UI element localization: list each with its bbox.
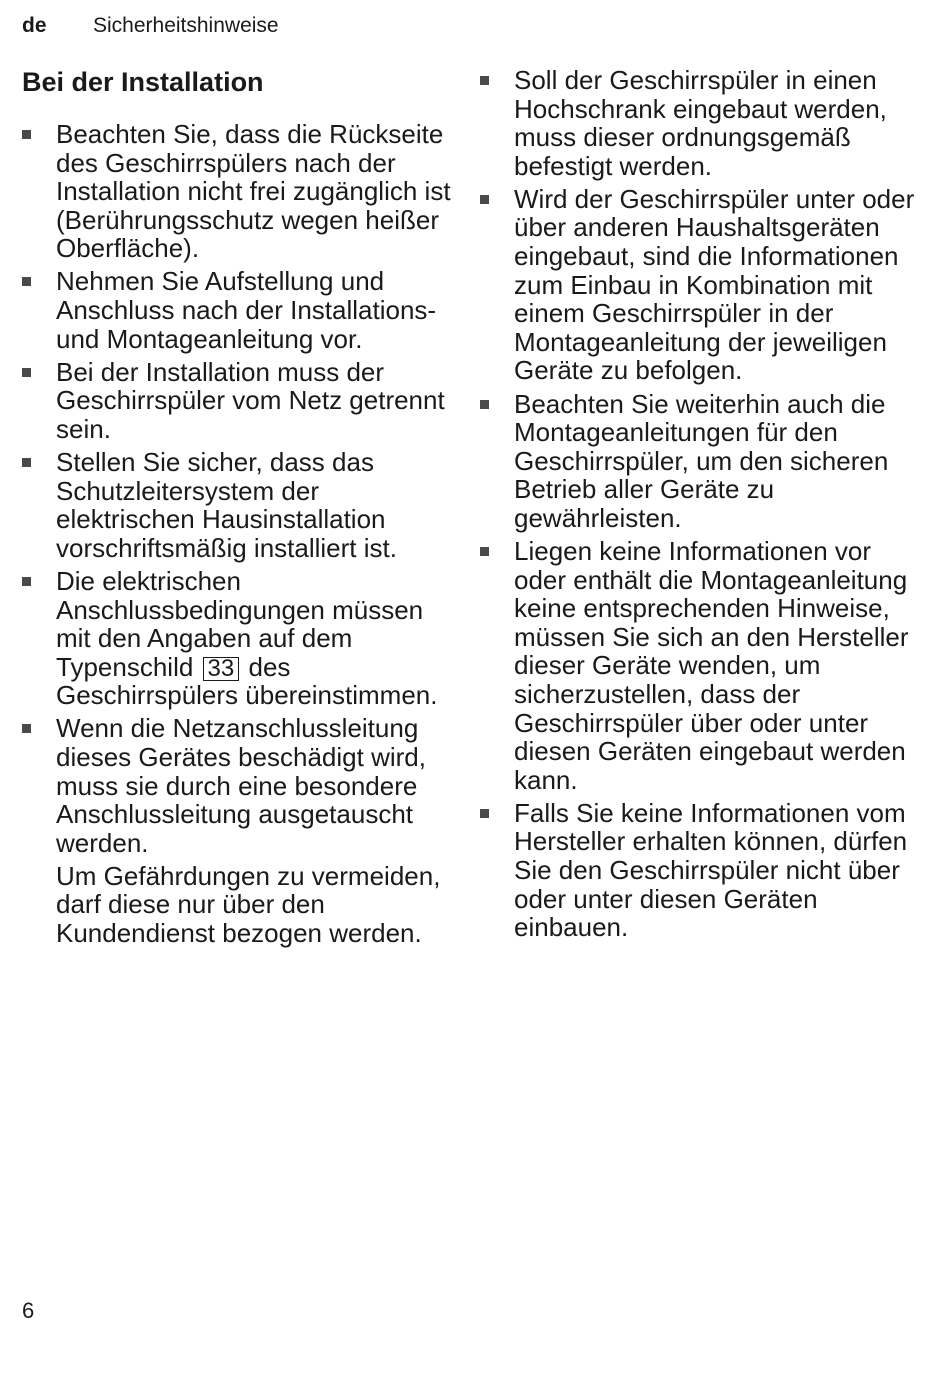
square-bullet-icon xyxy=(480,547,489,556)
square-bullet-icon xyxy=(22,130,31,139)
list-item: Stellen Sie sicher, dass das Schutzleitersystem der elektrischen Hausinstallation vorschriftsmäßig installiert ist. xyxy=(22,448,452,562)
list-item: Soll der Geschirrspüler in einen Hochschrank eingebaut werden, muss dieser ordnungsgemäß befestigt werden. xyxy=(480,66,920,180)
square-bullet-icon xyxy=(480,76,489,85)
installation-list-left xyxy=(22,120,452,857)
left-column xyxy=(22,66,452,948)
list-item-power-cord: Wenn die Netzanschlussleitung dieses Gerätes beschädigt wird, muss sie durch eine besondere Anschlussleitung ausgetauscht werden. xyxy=(22,714,452,857)
square-bullet-icon xyxy=(22,368,31,377)
right-column xyxy=(480,66,920,946)
square-bullet-icon xyxy=(22,458,31,467)
list-item: Liegen keine Informationen vor oder enthält die Montageanleitung keine entsprechenden Hinweise, müssen Sie sich an den Hersteller dieser Geräte wenden, um sicherzustellen, dass der Geschirrspüler über oder unter diesen Geräten eingebaut werden kann. xyxy=(480,537,920,794)
square-bullet-icon xyxy=(480,809,489,818)
language-code: de xyxy=(22,14,47,37)
list-item: Nehmen Sie Aufstellung und Anschluss nach der Installations- und Montageanleitung vor. xyxy=(22,267,452,353)
list-item: Beachten Sie weiterhin auch die Montageanleitungen für den Geschirrspüler, um den sicheren Betrieb aller Geräte zu gewährleisten. xyxy=(480,390,920,533)
list-item: Bei der Installation muss der Geschirrspüler vom Netz getrennt sein. xyxy=(22,358,452,444)
list-item-typeplate: Die elektrischen Anschlussbedingungen müssen mit den Angaben auf dem Typenschild 33 des Geschirrspülers übereinstimmen. xyxy=(22,567,452,710)
figure-reference-box: 33 xyxy=(203,657,240,681)
installation-list-right xyxy=(480,66,920,942)
section-heading: Bei der Installation xyxy=(22,67,264,97)
list-item: Beachten Sie, dass die Rückseite des Geschirrspülers nach der Installation nicht frei zugänglich ist (Berührungsschutz wegen heißer Oberfläche). xyxy=(22,120,452,263)
square-bullet-icon xyxy=(22,277,31,286)
page-header xyxy=(22,14,279,40)
list-item: Falls Sie keine Informationen vom Hersteller erhalten können, dürfen Sie den Geschirrspüler nicht über oder unter diesen Geräten einbauen. xyxy=(480,799,920,942)
page-number: 6 xyxy=(22,1298,35,1323)
square-bullet-icon xyxy=(22,724,31,733)
power-cord-note: Um Gefährdungen zu vermeiden, darf diese nur über den Kundendienst bezogen werden. xyxy=(56,860,441,949)
list-item: Wird der Geschirrspüler unter oder über anderen Haushaltsgeräten eingebaut, sind die Informationen zum Einbau in Kombination mit einem Geschirrspüler in der Montageanleitung der jeweiligen Geräte zu befolgen. xyxy=(480,185,920,385)
section-title: Sicherheitshinweise xyxy=(93,14,279,37)
square-bullet-icon xyxy=(22,577,31,586)
square-bullet-icon xyxy=(480,195,489,204)
square-bullet-icon xyxy=(480,400,489,409)
